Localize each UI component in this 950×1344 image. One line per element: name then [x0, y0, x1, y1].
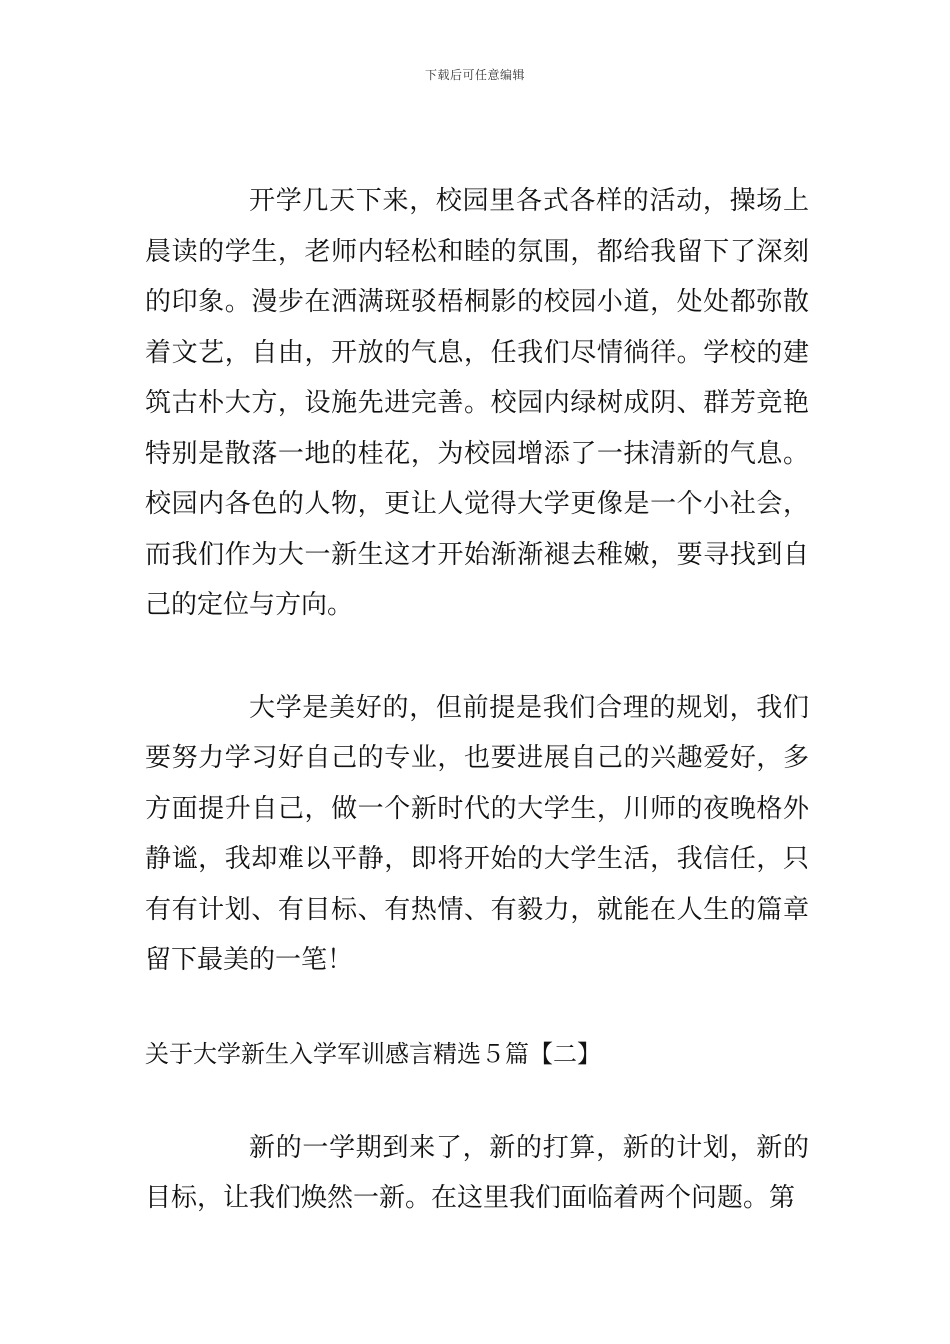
- paragraph-new-semester: 新的一学期到来了，新的打算，新的计划，新的目标，让我们焕然一新。在这里我们面临着两个问题。第: [145, 1132, 809, 1213]
- document-body: [145, 176, 809, 1224]
- paragraph-campus-impression: 开学几天下来，校园里各式各样的活动，操场上晨读的学生，老师内轻松和睦的氛围，都给我留下了深刻的印象。漫步在洒满斑驳梧桐影的校园小道，处处都弥散着文艺，自由，开放的气息，任我们尽情徜徉。学校的建筑古朴大方，设施先进完善。校园内绿树成阴、群芳竞艳特别是散落一地的桂花，为校园增添了一抹清新的气息。校园内各色的人物，更让人觉得大学更像是一个小社会，而我们作为大一新生这才开始渐渐褪去稚嫩，要寻找到自己的定位与方向。: [145, 186, 809, 620]
- page-header-note: 下载后可任意编辑: [424, 68, 525, 82]
- section-heading: 关于大学新生入学军训感言精选５篇【二】: [145, 1039, 601, 1068]
- paragraph-university-plan: 大学是美好的，但前提是我们合理的规划，我们要努力学习好自己的专业，也要进展自己的兴趣爱好，多方面提升自己，做一个新时代的大学生，川师的夜晚格外静谧，我却难以平静，即将开始的大学生活，我信任，只有有计划、有目标、有热情、有毅力，就能在人生的篇章留下最美的一笔！: [145, 692, 809, 975]
